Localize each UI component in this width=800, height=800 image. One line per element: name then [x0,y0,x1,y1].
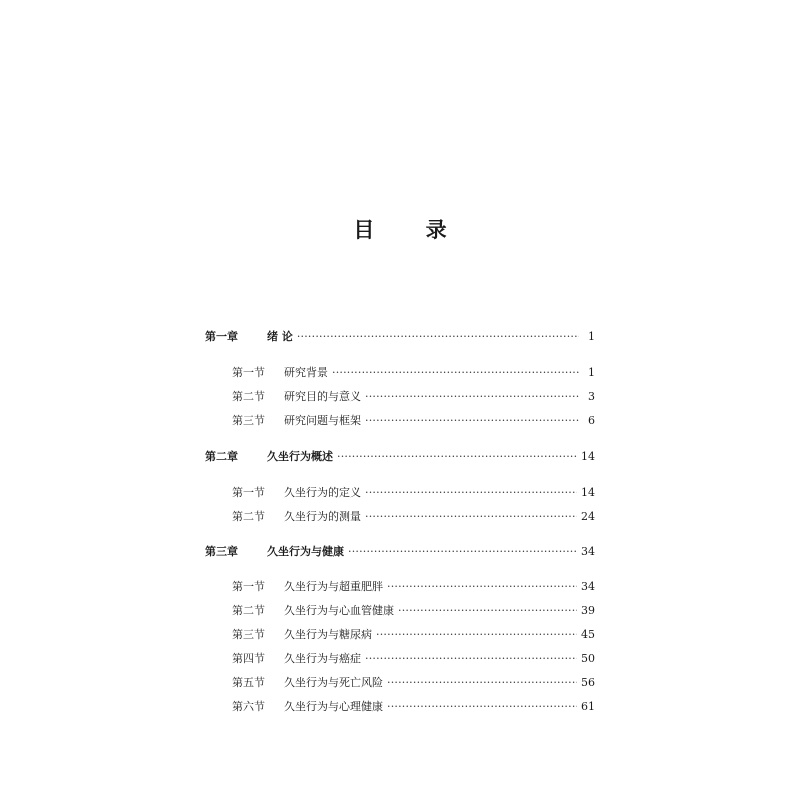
toc-section-3-6[interactable] [232,696,595,718]
section-title: 久坐行为与糖尿病 [284,628,372,641]
dot-leader [365,506,577,528]
section-title: 研究目的与意义 [284,390,361,403]
section-title: 久坐行为与死亡风险 [284,676,383,689]
section-title: 久坐行为与心理健康 [284,700,383,713]
section-number: 第四节 [232,652,265,665]
section-number: 第二节 [232,390,265,403]
dot-leader [376,624,577,646]
toc-section-3-4[interactable] [232,648,595,670]
page-number: 45 [581,628,595,641]
dot-leader [365,648,577,670]
section-number: 第一节 [232,366,265,379]
section-number: 第一节 [232,580,265,593]
toc-section-2-1[interactable] [232,482,595,504]
dot-leader [365,482,577,504]
section-number: 第一节 [232,486,265,499]
page-title: 目 录 [353,218,469,242]
chapter-number: 第三章 [205,545,238,558]
section-title: 研究问题与框架 [284,414,361,427]
toc-section-1-3[interactable] [232,410,595,432]
page-number: 61 [581,700,595,713]
section-number: 第二节 [232,604,265,617]
section-title: 研究背景 [284,366,328,379]
chapter-number: 第一章 [205,330,238,343]
page-number: 3 [588,390,595,403]
page-number: 1 [588,366,595,379]
page-number: 56 [581,676,595,689]
toc-section-3-2[interactable] [232,600,595,622]
toc-section-3-1[interactable] [232,576,595,598]
dot-leader [387,576,577,598]
dot-leader [297,326,579,348]
section-title: 久坐行为与癌症 [284,652,361,665]
page-number: 34 [581,545,595,558]
chapter-number: 第二章 [205,450,238,463]
chapter-title: 绪 论 [267,330,293,343]
page-number: 14 [581,486,595,499]
section-title: 久坐行为的测量 [284,510,361,523]
page-number: 34 [581,580,595,593]
toc-section-3-3[interactable] [232,624,595,646]
toc-chapter-1[interactable] [205,326,595,348]
dot-leader [332,362,579,384]
toc-section-3-5[interactable] [232,672,595,694]
page-number: 50 [581,652,595,665]
section-title: 久坐行为与心血管健康 [284,604,394,617]
section-title: 久坐行为的定义 [284,486,361,499]
section-number: 第六节 [232,700,265,713]
dot-leader [387,672,577,694]
dot-leader [365,386,579,408]
dot-leader [387,696,577,718]
toc-chapter-3[interactable] [205,541,595,563]
dot-leader [337,446,577,468]
page-number: 14 [581,450,595,463]
page-number: 1 [588,330,595,343]
toc-section-2-2[interactable] [232,506,595,528]
chapter-title: 久坐行为概述 [267,450,333,463]
toc-section-1-1[interactable] [232,362,595,384]
section-number: 第五节 [232,676,265,689]
toc-chapter-2[interactable] [205,446,595,468]
dot-leader [365,410,579,432]
dot-leader [348,541,577,563]
toc-section-1-2[interactable] [232,386,595,408]
page-number: 6 [588,414,595,427]
page-number: 39 [581,604,595,617]
section-number: 第二节 [232,510,265,523]
section-number: 第三节 [232,628,265,641]
chapter-title: 久坐行为与健康 [267,545,344,558]
dot-leader [398,600,577,622]
section-number: 第三节 [232,414,265,427]
page-number: 24 [581,510,595,523]
section-title: 久坐行为与超重肥胖 [284,580,383,593]
